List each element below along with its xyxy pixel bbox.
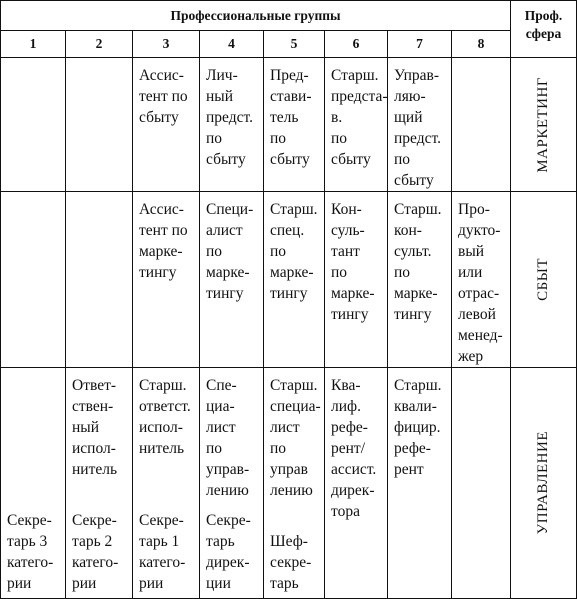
table-cell: Специ- алист по марке- тингу: [200, 192, 264, 368]
table-cell: [1, 58, 66, 192]
table-cell: [264, 368, 325, 599]
column-number: 3: [133, 31, 200, 58]
column-number: 8: [452, 31, 511, 58]
table-cell: [325, 368, 388, 599]
sphere-header: Проф. сфера: [511, 1, 577, 58]
table-cell: [452, 368, 511, 599]
table-cell: [66, 368, 133, 599]
table-cell: [133, 368, 200, 599]
sphere-label-sales: СБЫТ: [535, 258, 551, 301]
column-number: 2: [66, 31, 133, 58]
table-cell: [200, 368, 264, 599]
table-row-management: [1, 368, 577, 599]
column-number: 7: [388, 31, 452, 58]
sphere-label-management: УПРАВЛЕНИЕ: [535, 431, 551, 535]
table-cell: [66, 58, 133, 192]
cell-lower-text: Секре- тарь 2 катего- рии: [72, 512, 119, 592]
table-cell: [66, 192, 133, 368]
cell-lower-text: Секре- тарь дирек- ции: [206, 512, 251, 592]
table-cell: Кон- суль- тант по марке- тингу: [325, 192, 388, 368]
sphere-label-marketing: МАРКЕТИНГ: [535, 76, 551, 173]
cell-upper-text: Ква- лиф. рефе- рент/ ассист. дирек- тора: [331, 377, 377, 520]
table-cell: [452, 58, 511, 192]
cell-upper-text: Старш. специа- лист по управ лению: [270, 377, 321, 499]
table-cell: Ассис- тент по марке- тингу: [133, 192, 200, 368]
cell-upper-text: Спе- циа- лист по управ- лению: [206, 377, 250, 499]
table-row-marketing: [1, 58, 577, 192]
table-cell: [1, 368, 66, 599]
cell-lower-text: Шеф- секре- тарь: [270, 533, 312, 592]
column-number: 1: [1, 31, 66, 58]
table-cell: Ассис- тент по сбыту: [133, 58, 200, 192]
sphere-cell: [511, 58, 577, 192]
sphere-cell: [511, 368, 577, 599]
table-cell: Старш. предста- в. по сбыту: [325, 58, 388, 192]
table-cell: Управ- ляю- щий предст. по сбыту: [388, 58, 452, 192]
table-cell: Про- дукто- вый или отрас- левой менед- жер: [452, 192, 511, 368]
column-number: 4: [200, 31, 264, 58]
cell-lower-text: Секре- тарь 1 катего- рии: [139, 512, 186, 592]
cell-upper-text: Старш. квали- фицир. рефе- рент: [394, 377, 442, 478]
cell-upper-text: Старш. ответст. испол- нитель: [139, 377, 191, 457]
groups-header: Профессиональные группы: [1, 1, 511, 31]
table-cell: [388, 368, 452, 599]
table-cell: Старш. кон- сульт. по марке- тингу: [388, 192, 452, 368]
sphere-cell: [511, 192, 577, 368]
table-cell: Старш. спец. по марке- тингу: [264, 192, 325, 368]
table-cell: Пред- стави- тель по сбыту: [264, 58, 325, 192]
cell-lower-text: Секре- тарь 3 катего- рии: [7, 512, 54, 592]
table-row-sales: [1, 192, 577, 368]
cell-upper-text: Ответ- ствен- ный испол- нитель: [72, 377, 118, 478]
table-cell: Лич- ный предст. по сбыту: [200, 58, 264, 192]
column-number: 5: [264, 31, 325, 58]
column-number: 6: [325, 31, 388, 58]
table-cell: [1, 192, 66, 368]
